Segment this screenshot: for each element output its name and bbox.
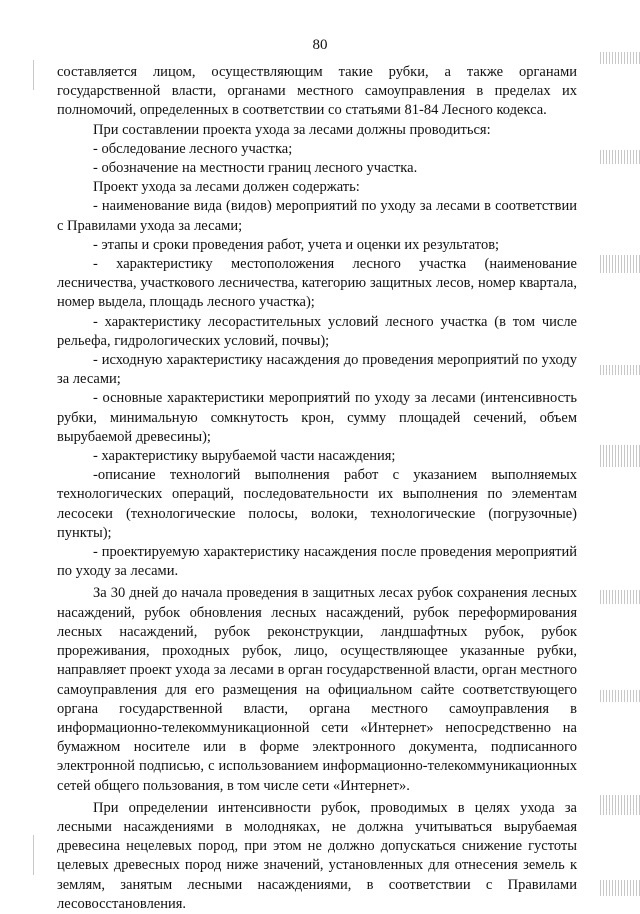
- list-item: - характеристику местоположения лесного участка (наименование лесничества, участкового лесничества, категорию защитных лесов, номер квартала, номер выдела, площадь лесного участка);: [57, 256, 577, 311]
- paragraph: За 30 дней до начала проведения в защитных лесах рубок сохранения лесных насаждений, рубок обновления лесных насаждений, рубок переформирования лесных насаждений, рубок реконструкции, ландшафтных рубок, рубок прореживания, проходных рубок, лицо, осуществляющее указанные рубки, направляет проект ухода за лесами в орган государственной власти, орган местного самоуправления для его размещения на официальном сайте соответствующего органа государственной власти, органа местного самоуправления в информационно-телекоммуникационной сети «Интернет» непосредственно на бумажном носителе или в форме электронного документа, подписанного электронной подписью, с использованием информационно-телекоммуникационных сетей общего пользования, в том числе сети «Интернет».: [57, 585, 577, 794]
- paragraph: При определении интенсивности рубок, проводимых в целях ухода за лесными насаждениями в молодняках, не должна учитываться вырубаемая древесина нецелевых пород, при этом не должно допускаться снижение густоты целевых древесных пород ниже значений, установленных для отнесения земель к землям, занятым лесными насаждениями, в соответствии с Правилами лесовосстановления.: [57, 799, 577, 912]
- left-margin-rule: [33, 835, 34, 875]
- paragraph: При составлении проекта ухода за лесами должны проводиться:: [93, 121, 491, 138]
- list-item: - этапы и сроки проведения работ, учета и оценки их результатов;: [93, 236, 500, 253]
- list-item: - характеристику вырубаемой части насаждения;: [93, 448, 396, 465]
- list-item: - основные характеристики мероприятий по уходу за лесами (интенсивность рубки, минимальную сомкнутость крон, сумму площадей сечений, объем вырубаемой древесины);: [57, 390, 577, 445]
- scan-edge-mark: [600, 880, 640, 896]
- scan-edge-mark: [600, 445, 640, 467]
- paragraph: составляется лицом, осуществляющим такие рубки, а также органами государственной власти, органами местного самоуправления в пределах их полномочий, определенных в соответствии со статьями 81-84 Лесного кодекса.: [57, 64, 577, 119]
- scan-edge-mark: [600, 590, 640, 604]
- list-item: - характеристику лесорастительных условий лесного участка (в том числе рельефа, гидрологических условий, почвы);: [57, 313, 577, 349]
- list-item: - обследование лесного участка;: [93, 140, 293, 157]
- list-item: -описание технологий выполнения работ с указанием выполняемых технологических операций, последовательности их выполнения по элементам лесосеки (технологические полосы, волоки, технологические (погрузочные) пункты);: [57, 467, 577, 541]
- list-item: - обозначение на местности границ лесного участка.: [93, 160, 418, 177]
- list-item: - наименование вида (видов) мероприятий по уходу за лесами в соответствии с Правилами ухода за лесами;: [57, 198, 577, 234]
- scan-edge-mark: [600, 795, 640, 815]
- scan-edge-mark: [600, 365, 640, 375]
- scan-edge-mark: [600, 255, 640, 273]
- paragraph: Проект ухода за лесами должен содержать:: [93, 179, 360, 196]
- scan-edge-mark: [600, 150, 640, 164]
- left-margin-rule: [33, 60, 34, 90]
- list-item: - исходную характеристику насаждения до проведения мероприятий по уходу за лесами;: [57, 352, 577, 388]
- list-item: - проектируемую характеристику насаждения после проведения мероприятий по уходу за лесами.: [57, 544, 577, 580]
- document-body: [57, 63, 577, 914]
- page-number: 80: [312, 37, 328, 53]
- scan-edge-mark: [600, 690, 640, 702]
